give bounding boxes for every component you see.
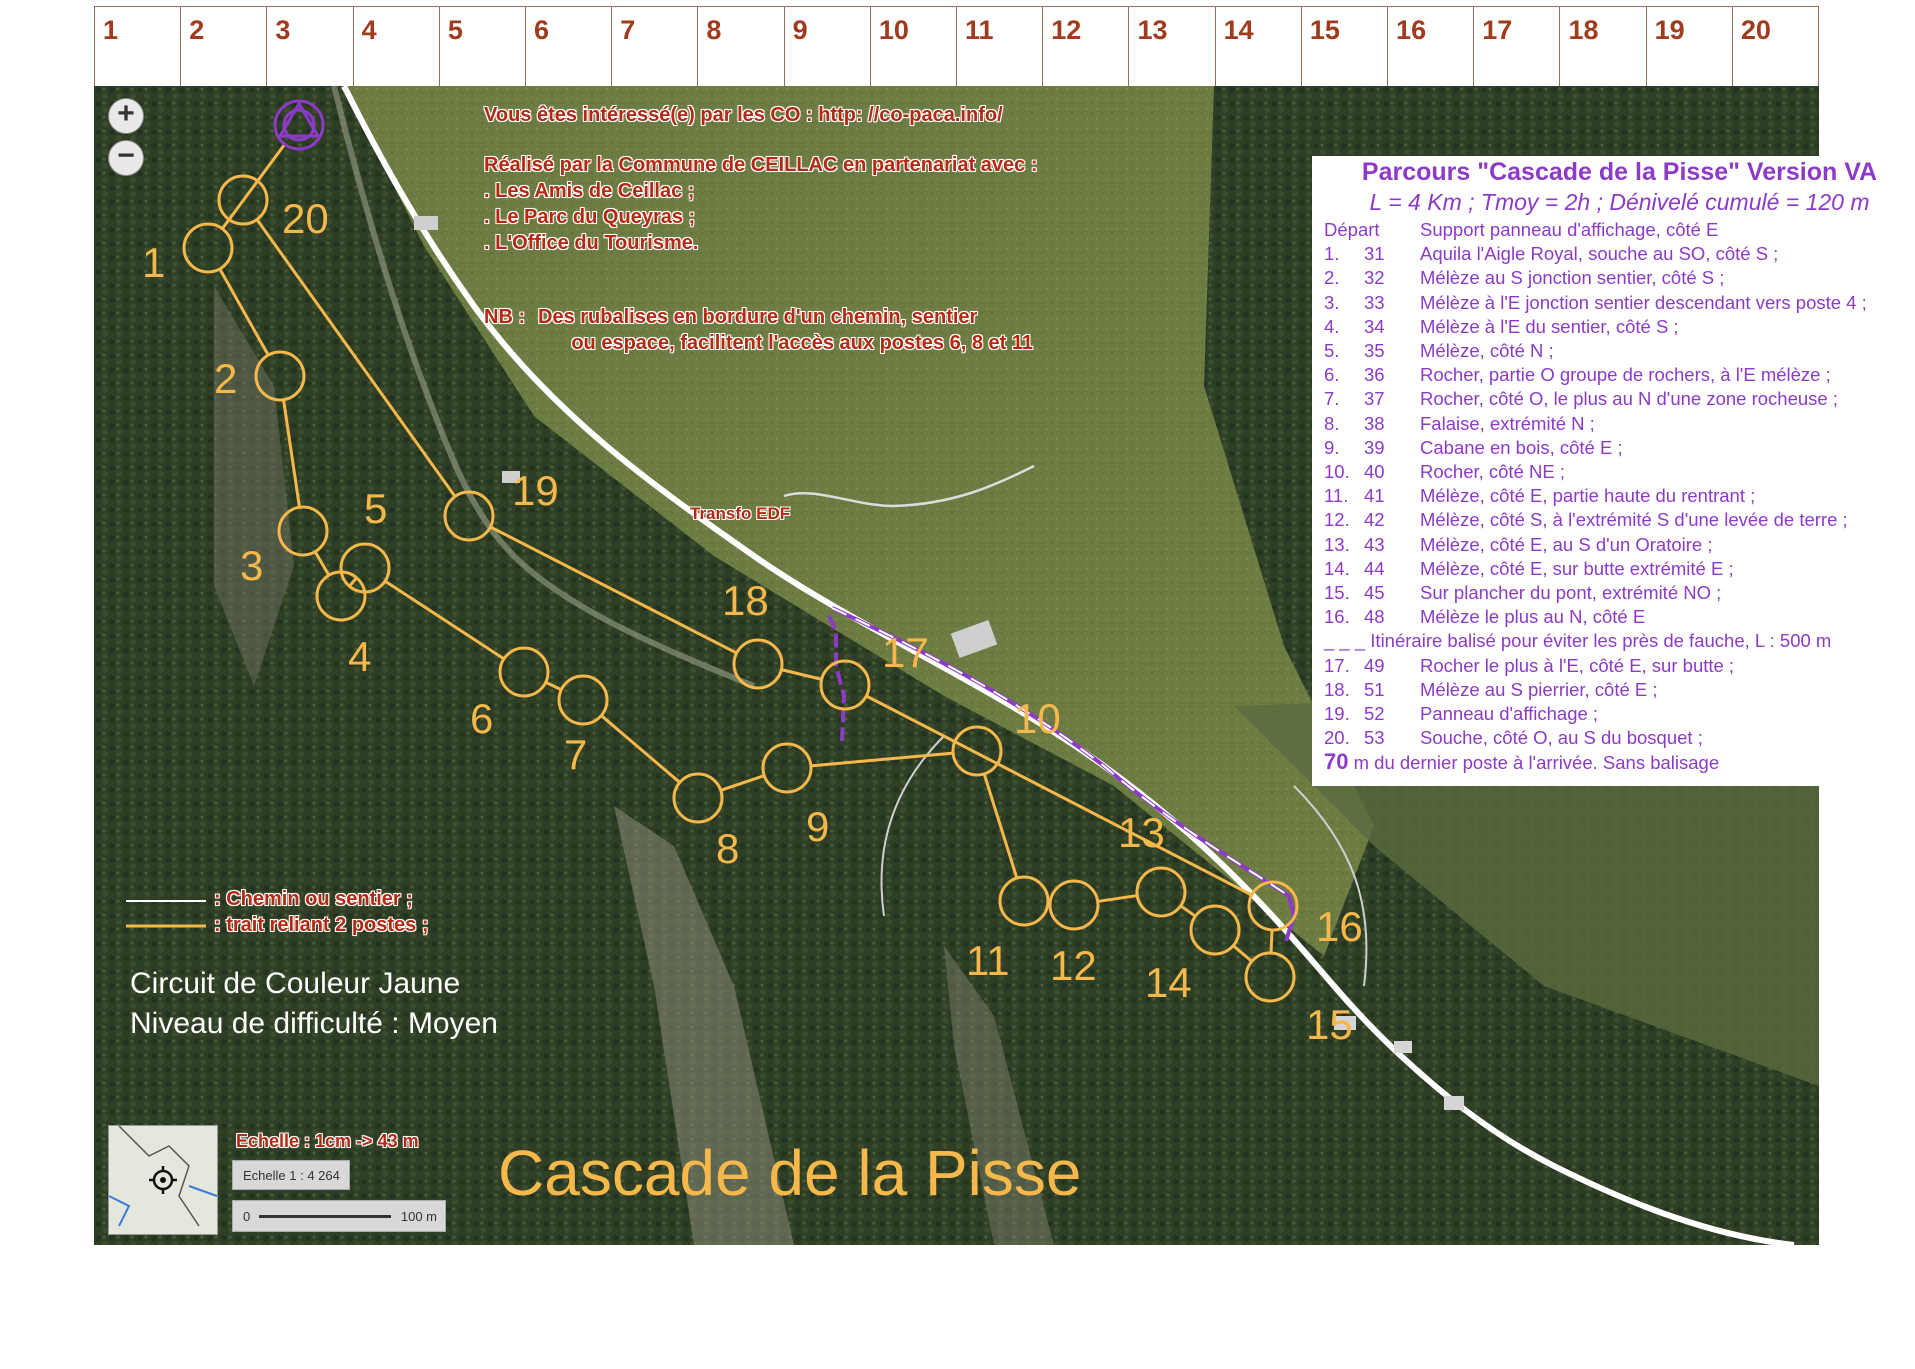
control-circle (341, 544, 389, 592)
control-circle (763, 744, 811, 792)
control-circle (256, 352, 304, 400)
control-number[interactable]: 19 (512, 467, 559, 514)
ruler-cell (354, 7, 440, 86)
control-description-row (1324, 678, 1915, 702)
control-code: 31 (1364, 243, 1385, 265)
control-order: 13. (1324, 533, 1350, 555)
ruler-number: 6 (534, 15, 550, 45)
leg-line (315, 552, 329, 576)
scale-bar-line (259, 1215, 391, 1218)
ruler-number: 10 (878, 15, 909, 45)
control-description-row (1324, 508, 1915, 532)
start-row (1324, 218, 1915, 242)
credits-note: Réalisé par la Commune de CEILLAC en partenariat avec : . Les Amis de Ceillac ; . Le Parc du Queyras ; . L'Office du Tourisme. (484, 154, 1038, 254)
control-order: 3. (1324, 291, 1340, 313)
control-order: 20. (1324, 727, 1350, 749)
control-circle (1191, 906, 1239, 954)
control-order: 16. (1324, 606, 1350, 628)
scale-bar (232, 1200, 446, 1232)
control-code: 36 (1364, 364, 1385, 386)
control-circle (500, 648, 548, 696)
control-number[interactable]: 11 (966, 937, 1010, 984)
control-description: Souche, côté O, au S du bosquet ; (1420, 727, 1703, 749)
scale-length: 100 m (400, 1209, 437, 1224)
control-code: 35 (1364, 340, 1385, 362)
control-circle (184, 224, 232, 272)
control-circle (674, 774, 722, 822)
control-order: 14. (1324, 557, 1350, 579)
control-number[interactable]: 10 (1014, 695, 1061, 742)
ruler-number: 17 (1482, 15, 1513, 45)
ruler-cell (957, 7, 1043, 86)
balise-row: _ _ _ Itinéraire balisé pour éviter les près de fauche, L : 500 m (1324, 630, 1832, 652)
control-description-row (1324, 387, 1915, 411)
control-description-row (1324, 557, 1915, 581)
leg-line (1098, 896, 1138, 902)
ruler-cell (1216, 7, 1302, 86)
control-number[interactable]: 16 (1316, 903, 1363, 950)
control-description-row (1324, 460, 1915, 484)
control-number[interactable]: 17 (882, 629, 929, 676)
control-order: 15. (1324, 582, 1350, 604)
ruler-cell (1647, 7, 1733, 86)
leg-line (721, 776, 765, 791)
ruler-number: 8 (706, 15, 722, 45)
control-number[interactable]: 8 (716, 825, 740, 872)
ruler-cell (1302, 7, 1388, 86)
info-link-note[interactable]: Vous êtes intéressé(e) par les CO : http: //co-paca.info/ (484, 104, 1003, 126)
control-order: 8. (1324, 412, 1340, 434)
control-description-row (1324, 654, 1915, 678)
ruler-number: 5 (447, 15, 463, 45)
control-description: Mélèze, côté E, au S d'un Oratoire ; (1420, 533, 1713, 555)
control-description-row (1324, 412, 1915, 436)
control-description: Rocher, partie O groupe de rochers, à l'E mélèze ; (1420, 364, 1831, 386)
control-order: 9. (1324, 436, 1340, 458)
control-number[interactable]: 7 (564, 731, 588, 778)
control-description: Falaise, extrémité N ; (1420, 412, 1595, 434)
control-circle (1137, 868, 1185, 916)
control-order: 11. (1324, 485, 1349, 507)
control-description: Mélèze, côté E, sur butte extrémité E ; (1420, 557, 1734, 579)
leg-line (257, 220, 455, 497)
control-code: 39 (1364, 436, 1385, 458)
control-code: 48 (1364, 606, 1385, 628)
control-number[interactable]: 12 (1050, 942, 1097, 989)
ruler-cell (1733, 7, 1819, 86)
ruler-number: 1 (103, 15, 119, 45)
control-code: 34 (1364, 315, 1385, 337)
ruler-cell (1129, 7, 1215, 86)
control-order: 19. (1324, 703, 1350, 725)
scale-zero: 0 (243, 1209, 251, 1224)
ruler-number: 4 (361, 15, 377, 45)
panel-subtitle: L = 4 Km ; Tmoy = 2h ; Dénivelé cumulé = 120 m (1369, 189, 1870, 215)
control-description-row (1324, 266, 1915, 290)
control-order: 2. (1324, 267, 1340, 289)
leg-line (284, 400, 300, 508)
ruler-cell (1388, 7, 1474, 86)
ruler-cell (526, 7, 612, 86)
ruler-cell (871, 7, 957, 86)
control-code: 37 (1364, 388, 1385, 410)
start-desc: Support panneau d'affichage, côté E (1420, 219, 1719, 240)
control-number[interactable]: 15 (1306, 1001, 1353, 1048)
ruler-cell (612, 7, 698, 86)
ruler-cell (785, 7, 871, 86)
control-description: Aquila l'Aigle Royal, souche au SO, côté S ; (1420, 243, 1779, 265)
ruler-number: 14 (1223, 15, 1254, 45)
control-number[interactable]: 4 (348, 633, 372, 680)
control-description: Mélèze à l'E jonction sentier descendant vers poste 4 ; (1420, 291, 1867, 313)
ruler-number: 15 (1309, 15, 1340, 45)
control-code: 40 (1364, 461, 1385, 483)
ruler-cell (440, 7, 526, 86)
control-description-row (1324, 533, 1915, 557)
control-description: Rocher, côté O, le plus au N d'une zone rocheuse ; (1420, 388, 1838, 410)
leg-line (781, 670, 821, 680)
ruler-cell (1043, 7, 1129, 86)
control-order: 6. (1324, 364, 1340, 386)
map-title: Cascade de la Pisse (498, 1137, 1082, 1209)
control-description: Mélèze à l'E du sentier, côté S ; (1420, 315, 1679, 337)
leg-line (1181, 906, 1196, 916)
control-order: 7. (1324, 388, 1340, 410)
ruler-number: 7 (620, 15, 636, 45)
ruler-number: 13 (1137, 15, 1168, 45)
control-number[interactable]: 20 (282, 195, 329, 242)
control-circle (734, 640, 782, 688)
difficulty-text: Niveau de difficulté : Moyen (130, 1007, 498, 1040)
nb-label: NB : (484, 306, 526, 328)
control-description-row (1324, 581, 1915, 605)
control-order: 12. (1324, 509, 1350, 531)
control-circle (953, 727, 1001, 775)
finish-row (1324, 750, 1915, 775)
control-number[interactable]: 1 (142, 239, 166, 286)
ruler-number: 19 (1654, 15, 1685, 45)
control-description: Mélèze au S jonction sentier, côté S ; (1420, 267, 1725, 289)
control-number[interactable]: 2 (214, 355, 238, 402)
control-order: 4. (1324, 315, 1340, 337)
leg-line (349, 578, 356, 586)
control-description: Mélèze, côté E, partie haute du rentrant ; (1420, 485, 1756, 507)
control-order: 18. (1324, 678, 1350, 700)
control-circle (279, 507, 327, 555)
control-code: 42 (1364, 509, 1385, 531)
panel-title: Parcours "Cascade de la Pisse" Version VA (1361, 158, 1878, 186)
leg-line (811, 753, 953, 766)
control-description-row (1324, 242, 1915, 266)
control-circle (1050, 881, 1098, 929)
zoom-out-button[interactable]: − (108, 140, 144, 176)
control-number[interactable]: 3 (240, 542, 264, 589)
leg-line (984, 774, 1017, 878)
control-description-row (1324, 363, 1915, 387)
control-description-row (1324, 605, 1915, 629)
ruler-number: 18 (1568, 15, 1599, 45)
control-description-row (1324, 291, 1915, 315)
control-circle (1000, 877, 1048, 925)
course-info-panel (1312, 156, 1915, 786)
circuit-color-text: Circuit de Couleur Jaune (130, 967, 461, 1000)
orienteering-map[interactable] (94, 86, 1878, 1245)
leg-line (1271, 930, 1272, 953)
leg-line (222, 144, 284, 228)
control-number[interactable]: 5 (364, 485, 388, 532)
control-code: 43 (1364, 533, 1385, 555)
control-description: Mélèze au S pierrier, côté E ; (1420, 678, 1658, 700)
ruler-number: 3 (275, 15, 291, 45)
control-code: 41 (1364, 485, 1385, 507)
finish-text: m du dernier poste à l'arrivée. Sans balisage (1348, 752, 1720, 774)
control-circle (317, 572, 365, 620)
control-description-row (1324, 702, 1915, 726)
finish-distance: 70 (1324, 749, 1349, 775)
control-description: Sur plancher du pont, extrémité NO ; (1420, 582, 1722, 604)
control-description-row (1324, 339, 1915, 363)
control-description-row (1324, 436, 1915, 460)
scale-ratio-box: Echelle 1 : 4 264 (232, 1160, 350, 1190)
control-description: Mélèze le plus au N, côté E (1420, 606, 1646, 628)
control-code: 53 (1364, 727, 1385, 749)
control-number[interactable]: 18 (722, 577, 769, 624)
control-code: 49 (1364, 654, 1385, 676)
control-number[interactable]: 6 (470, 695, 494, 742)
locator-map-icon (109, 1126, 217, 1234)
grid-ruler (94, 6, 1819, 86)
control-description: Rocher, côté NE ; (1420, 461, 1565, 483)
control-code: 33 (1364, 291, 1385, 313)
start-label: Départ (1324, 219, 1380, 240)
leg-line (490, 527, 736, 653)
control-description: Mélèze, côté S, à l'extrémité S d'une levée de terre ; (1420, 509, 1848, 531)
control-description-row (1324, 726, 1915, 750)
control-number[interactable]: 13 (1118, 809, 1165, 856)
control-order: 1. (1324, 243, 1340, 265)
ruler-cell (1474, 7, 1560, 86)
control-number[interactable]: 9 (806, 803, 830, 850)
legend-line-label: : trait reliant 2 postes ; (214, 914, 429, 936)
control-description: Panneau d'affichage ; (1420, 703, 1599, 725)
control-code: 32 (1364, 267, 1385, 289)
control-order: 5. (1324, 340, 1340, 362)
control-circle (445, 492, 493, 540)
ruler-cell (1560, 7, 1646, 86)
control-code: 52 (1364, 703, 1385, 725)
control-description-row (1324, 315, 1915, 339)
ruler-number: 12 (1051, 15, 1082, 45)
control-description-list (1324, 242, 1915, 629)
legend-path-label: : Chemin ou sentier ; (214, 888, 413, 910)
scale-note: Echelle : 1cm -> 43 m (236, 1131, 419, 1151)
control-order: 10. (1324, 461, 1350, 483)
start-marker (275, 101, 323, 149)
control-number[interactable]: 14 (1145, 959, 1192, 1006)
control-circle (1246, 953, 1294, 1001)
leg-line (220, 269, 268, 355)
ruler-number: 2 (189, 15, 205, 45)
control-code: 38 (1364, 412, 1385, 434)
ruler-cell (267, 7, 353, 86)
control-circle (559, 676, 607, 724)
ruler-number: 11 (965, 15, 994, 45)
leg-line (1233, 946, 1252, 962)
course-connecting-lines (220, 144, 1272, 961)
ruler-number: 16 (1396, 15, 1427, 45)
control-description-list-2 (1324, 654, 1915, 751)
ruler-cell (181, 7, 267, 86)
control-description: Rocher le plus à l'E, côté E, sur butte ; (1420, 654, 1735, 676)
leg-line (385, 581, 504, 659)
leg-line (546, 682, 562, 689)
leg-line (601, 716, 679, 783)
control-code: 51 (1364, 678, 1385, 700)
ruler-cell (95, 7, 181, 86)
control-code: 45 (1364, 582, 1385, 604)
control-description: Cabane en bois, côté E ; (1420, 436, 1623, 458)
balise-route (829, 616, 844, 741)
ruler-cell (698, 7, 784, 86)
transfo-edf-label: Transfo EDF (690, 504, 791, 523)
locator-inset-map[interactable] (108, 1125, 218, 1235)
control-order: 17. (1324, 654, 1350, 676)
control-code: 44 (1364, 557, 1385, 579)
zoom-in-button[interactable]: + (108, 98, 144, 134)
ruler-number: 9 (792, 15, 808, 45)
ruler-number: 20 (1740, 15, 1771, 45)
control-description-row (1324, 484, 1915, 508)
nb-note: Des rubalises en bordure d'un chemin, sentier ou espace, facilitent l'accès aux postes 6, 8 et 11 (538, 306, 1033, 354)
control-description: Mélèze, côté N ; (1420, 340, 1554, 362)
